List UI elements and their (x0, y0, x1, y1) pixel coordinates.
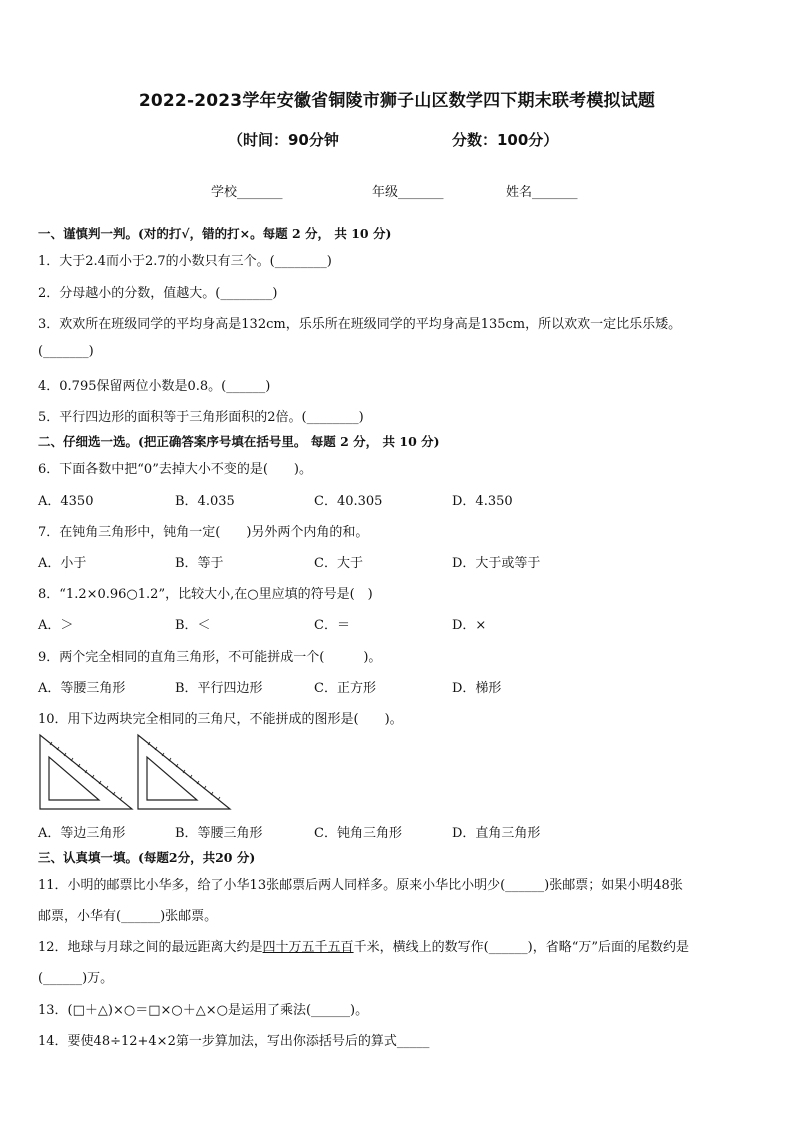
question-13: 13．(□＋△)×○＝□×○＋△×○是运用了乘法(______)。 (38, 1003, 369, 1018)
q7-option-a: A．小于 (38, 556, 87, 571)
q12-underlined-number: 四十万五千五百 (262, 940, 354, 955)
q8-option-c: C．＝ (314, 618, 350, 633)
q12-prefix: 12．地球与月球之间的最远距离大约是 (38, 940, 263, 955)
question-12 (38, 936, 689, 955)
q6-option-d: D．4.350 (452, 494, 513, 509)
q7-option-c: C．大于 (314, 556, 363, 571)
exam-time: （时间：90分钟 (228, 131, 339, 149)
q9-option-c: C．正方形 (314, 681, 376, 696)
triangle-ruler-1 (40, 735, 132, 809)
question-11-cont: 邮票，小华有(______)张邮票。 (38, 909, 218, 924)
q6-option-b: B．4.035 (175, 494, 235, 509)
question-4: 4．0.795保留两位小数是0.8。(______) (38, 379, 271, 394)
q6-option-a: A．4350 (38, 494, 94, 509)
triangle-rulers-figure (38, 733, 238, 811)
section-2-heading: 二、仔细选一选。(把正确答案序号填在括号里。 每题 2 分， 共 10 分) (38, 434, 440, 449)
q7-option-b: B．等于 (175, 556, 224, 571)
school-field: 学校_______ (211, 185, 283, 200)
grade-field: 年级_______ (372, 185, 444, 200)
question-3: 3．欢欢所在班级同学的平均身高是132cm，乐乐所在班级同学的平均身高是135cm，所以欢欢一定比乐乐矮。 (38, 317, 682, 332)
q10-option-d: D．直角三角形 (452, 826, 541, 841)
section-1-heading: 一、谨慎判一判。(对的打√，错的打×。每题 2 分， 共 10 分) (38, 226, 392, 241)
question-11: 11．小明的邮票比小华多，给了小华13张邮票后两人同样多。原来小华比小明少(______)张邮票；如果小明48张 (38, 878, 683, 893)
q9-option-b: B．平行四边形 (175, 681, 263, 696)
question-12-cont: (______)万。 (38, 971, 114, 986)
q8-option-d: D．× (452, 618, 487, 633)
question-1: 1．大于2.4而小于2.7的小数只有三个。(________) (38, 254, 332, 269)
q9-option-a: A．等腰三角形 (38, 681, 126, 696)
question-2: 2．分母越小的分数，值越大。(________) (38, 286, 278, 301)
exam-score: 分数：100分） (452, 131, 559, 149)
q7-option-d: D．大于或等于 (452, 556, 541, 571)
question-5: 5．平行四边形的面积等于三角形面积的2倍。(________) (38, 410, 364, 425)
q9-option-d: D．梯形 (452, 681, 502, 696)
q10-option-a: A．等边三角形 (38, 826, 126, 841)
question-3-blank: (_______) (38, 344, 94, 359)
q8-option-b: B．＜ (175, 618, 211, 633)
q12-suffix: 千米，横线上的数写作(______)，省略“万”后面的尾数约是 (353, 940, 689, 955)
q10-option-b: B．等腰三角形 (175, 826, 263, 841)
q10-option-c: C．钝角三角形 (314, 826, 402, 841)
triangle-ruler-2 (138, 735, 230, 809)
question-7: 7．在钝角三角形中，钝角一定( )另外两个内角的和。 (38, 525, 369, 540)
question-10: 10．用下边两块完全相同的三角尺，不能拼成的图形是( )。 (38, 712, 403, 727)
question-6: 6．下面各数中把“0”去掉大小不变的是( )。 (38, 462, 312, 477)
question-8: 8．“1.2×0.96○1.2”，比较大小,在○里应填的符号是( ) (38, 587, 373, 602)
q8-option-a: A．＞ (38, 618, 74, 633)
q6-option-c: C．40.305 (314, 494, 383, 509)
question-9: 9．两个完全相同的直角三角形，不可能拼成一个( )。 (38, 650, 382, 665)
name-field: 姓名_______ (506, 185, 578, 200)
section-3-heading: 三、认真填一填。(每题2分，共20 分) (38, 850, 256, 865)
page-title: 2022-2023学年安徽省铜陵市狮子山区数学四下期末联考模拟试题 (138, 91, 656, 111)
question-14: 14．要使48÷12+4×2第一步算加法，写出你添括号后的算式_____ (38, 1034, 430, 1049)
